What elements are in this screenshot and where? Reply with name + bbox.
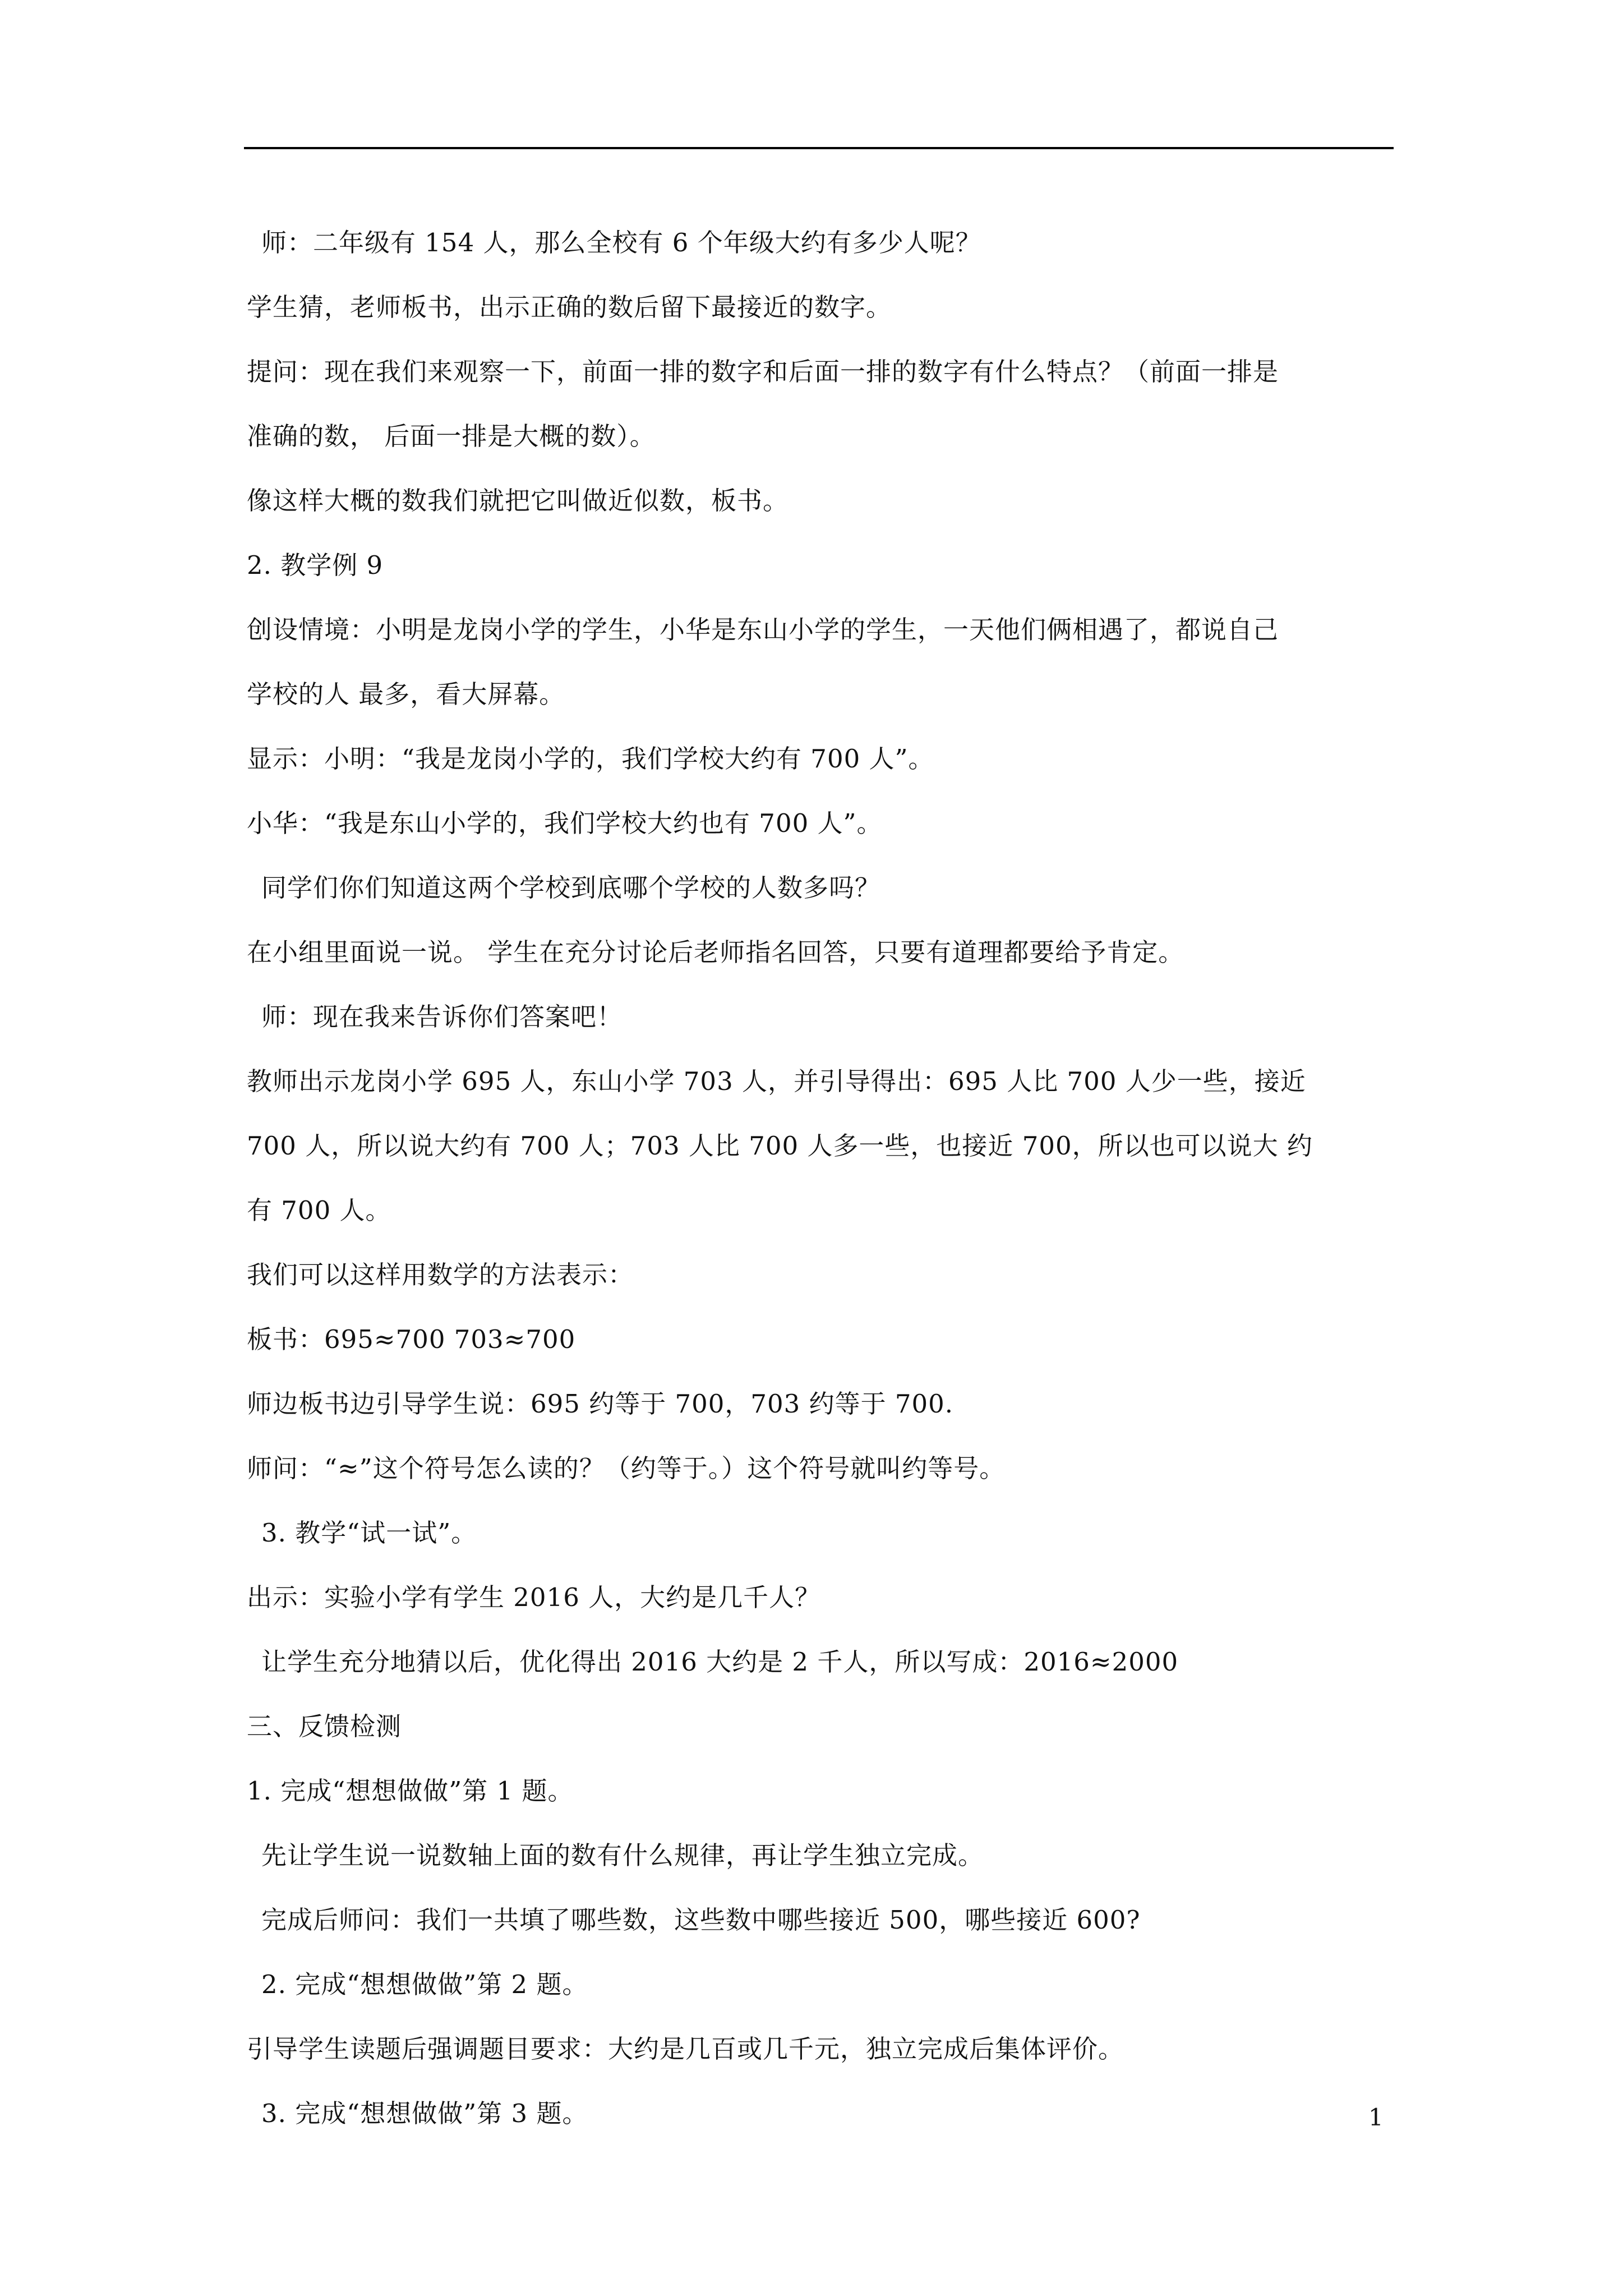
text-line: 师：现在我来告诉你们答案吧！ [261,1002,623,1032]
text-line: 学校的人 最多，看大屏幕。 [247,679,565,709]
text-line: 学生猜，老师板书，出示正确的数后留下最接近的数字。 [247,292,892,322]
text-line: 教师出示龙岗小学 695 人，东山小学 703 人，并引导得出：695 人比 700 人少一些，接近 [247,1066,1306,1096]
text-line: 师边板书边引导学生说：695 约等于 700，703 约等于 700. [247,1389,954,1419]
text-line: 创设情境：小明是龙岗小学的学生，小华是东山小学的学生，一天他们俩相遇了，都说自己 [247,615,1279,645]
text-line: 提问：现在我们来观察一下，前面一排的数字和后面一排的数字有什么特点？（前面一排是 [247,357,1279,386]
text-line: 师：二年级有 154 人，那么全校有 6 个年级大约有多少人呢？ [261,228,981,257]
section-heading: 三、反馈检测 [247,1711,402,1741]
text-line: 有 700 人。 [247,1195,391,1225]
text-line: 准确的数， 后面一排是大概的数）。 [247,421,656,451]
text-line: 1. 完成“想想做做”第 1 题。 [247,1776,574,1806]
page-number: 1 [1368,2104,1384,2131]
text-line: 700 人，所以说大约有 700 人；703 人比 700 人多一些，也接近 700，所以也可以说大 约 [247,1131,1313,1161]
text-line: 出示：实验小学有学生 2016 人，大约是几千人？ [247,1582,821,1612]
text-line: 我们可以这样用数学的方法表示： [247,1260,634,1290]
text-line: 小华：“我是东山小学的，我们学校大约也有 700 人”。 [247,808,883,838]
text-line: 板书：695≈700 703≈700 [247,1324,576,1354]
text-line: 像这样大概的数我们就把它叫做近似数，板书。 [247,486,789,516]
text-line: 让学生充分地猜以后，优化得出 2016 大约是 2 千人，所以写成：2016≈2000 [261,1647,1179,1677]
text-line: 同学们你们知道这两个学校到底哪个学校的人数多吗？ [261,873,881,903]
text-line: 2. 完成“想想做做”第 2 题。 [261,1970,588,1999]
header-rule [244,147,1394,149]
document-body [247,210,1402,2146]
section-heading: 3. 教学“试一试”。 [261,1518,477,1548]
text-line: 在小组里面说一说。 学生在充分讨论后老师指名回答，只要有道理都要给予肯定。 [247,937,1184,967]
text-line: 师问：“≈”这个符号怎么读的？（约等于。）这个符号就叫约等号。 [247,1453,1006,1483]
text-line: 引导学生读题后强调题目要求：大约是几百或几千元，独立完成后集体评价。 [247,2034,1124,2064]
text-line: 显示：小明：“我是龙岗小学的，我们学校大约有 700 人”。 [247,744,934,774]
section-heading: 2. 教学例 9 [247,550,384,580]
text-line: 完成后师问：我们一共填了哪些数，这些数中哪些接近 500，哪些接近 600? [261,1905,1141,1935]
text-line: 3. 完成“想想做做”第 3 题。 [261,2099,588,2128]
text-line: 先让学生说一说数轴上面的数有什么规律，再让学生独立完成。 [261,1841,984,1870]
